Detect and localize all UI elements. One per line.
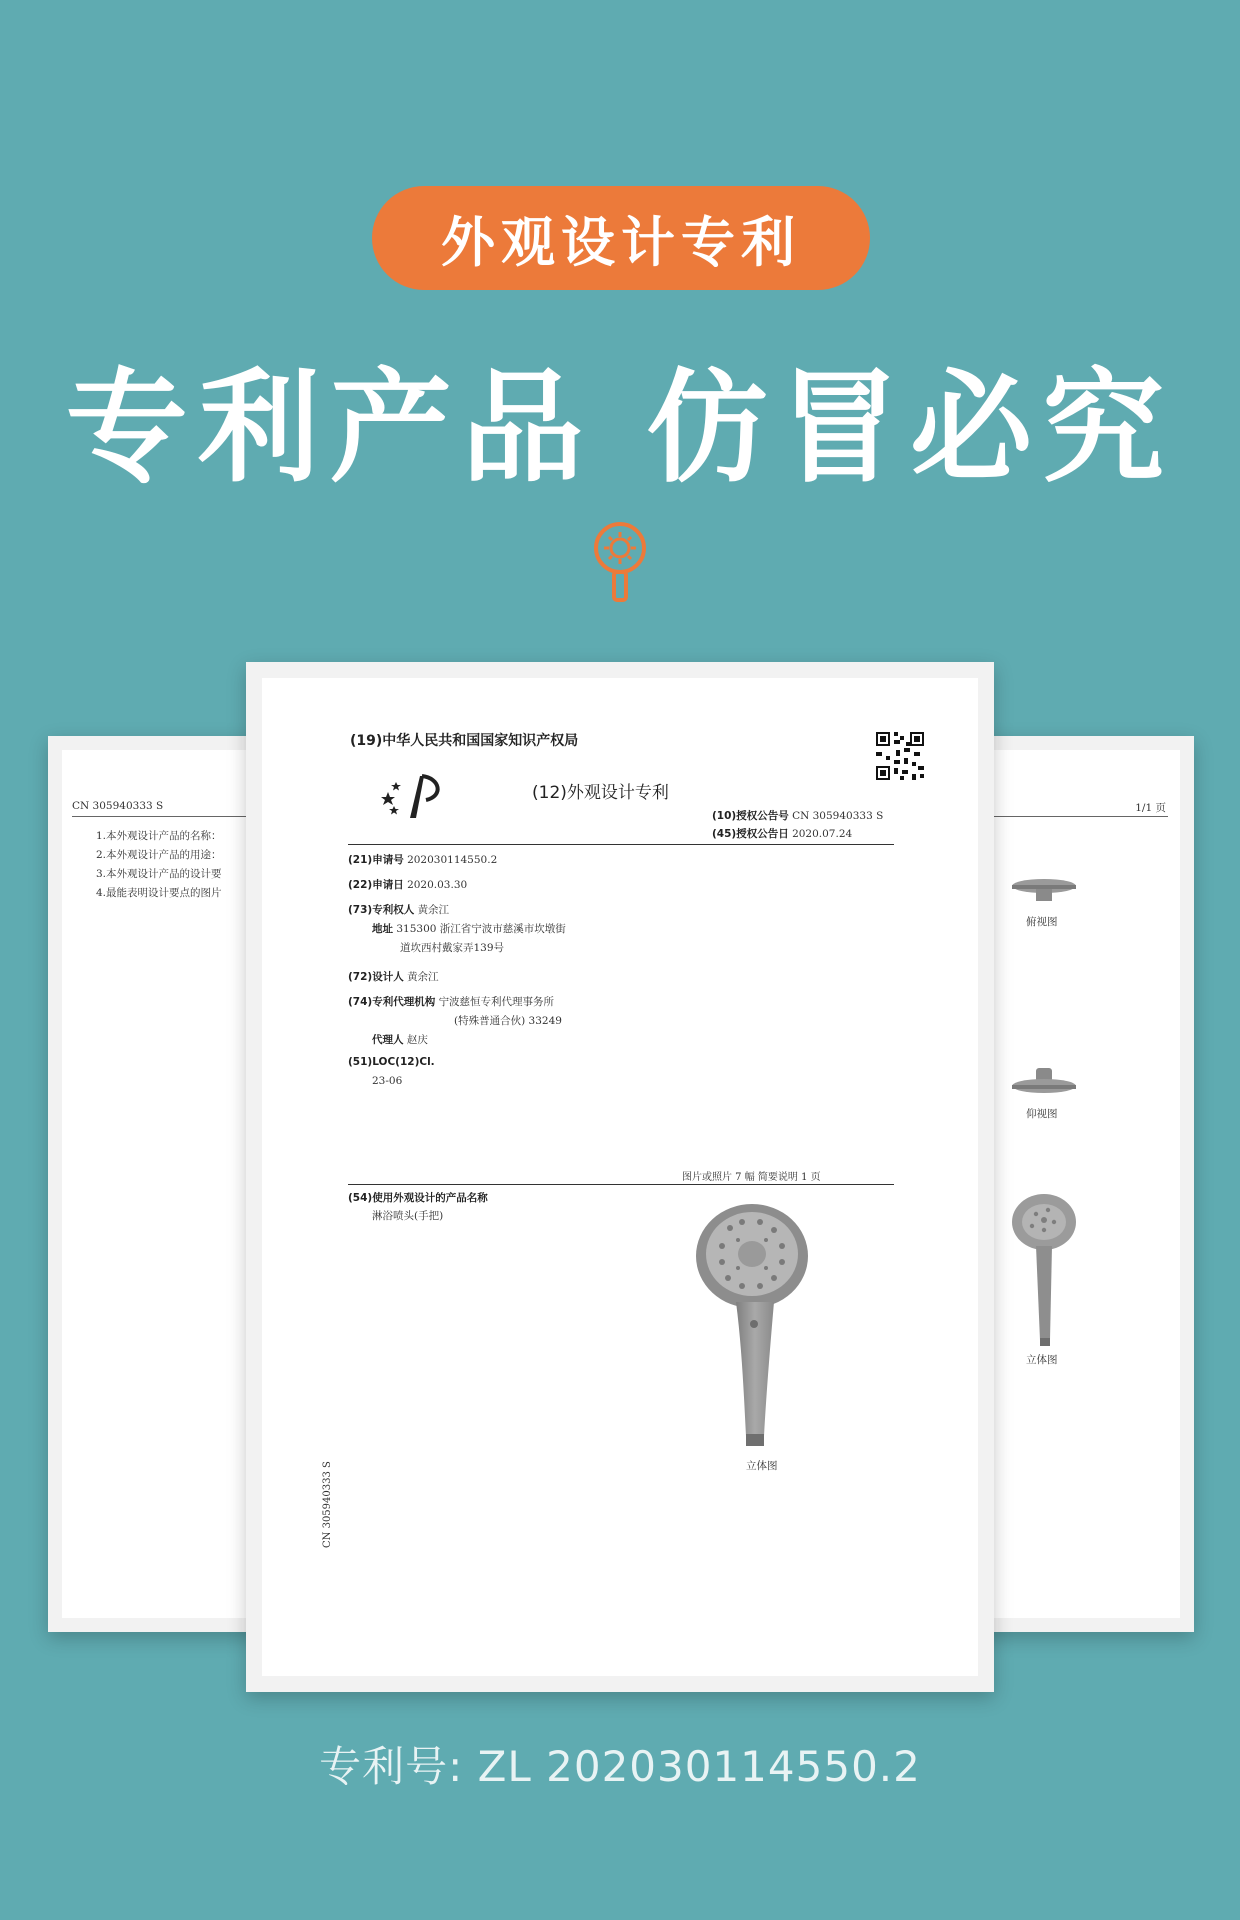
left-page-item: 3.本外观设计产品的设计要 (96, 868, 222, 880)
agent: 赵庆 (406, 1034, 428, 1046)
grant-number-row (712, 808, 883, 823)
agency-line: (特殊普通合伙) 33249 (454, 1015, 562, 1027)
application-date-label: (22)申请日 (348, 879, 404, 891)
designer: 黄余江 (407, 971, 439, 983)
loc-label: (51)LOC(12)Cl. (348, 1056, 435, 1068)
qr-code-icon (874, 730, 926, 782)
grant-number-label: (10)授权公告号 (712, 810, 789, 822)
left-page-header: CN 305940333 S (72, 800, 164, 812)
application-date: 2020.03.30 (407, 879, 468, 891)
section-rule (348, 1184, 894, 1185)
left-page-item: 2.本外观设计产品的用途： (96, 849, 222, 861)
right-patent-page (960, 736, 1194, 1632)
grant-number: CN 305940333 S (792, 810, 884, 822)
grant-date: 2020.07.24 (792, 828, 853, 840)
view-caption: 立体图 (746, 1460, 778, 1472)
header-rule (348, 844, 894, 845)
header-rule (72, 816, 272, 817)
agency-row (348, 994, 554, 1009)
left-page-item: 4.最能表明设计要点的图片 (96, 887, 222, 899)
view-caption: 仰视图 (1026, 1108, 1058, 1120)
patent-number-footer: 专利号: ZL 202030114550.2 (319, 1742, 921, 1791)
agent-row (372, 1032, 428, 1047)
designer-row (348, 969, 439, 984)
owner: 黄余江 (417, 904, 450, 916)
shower-head-drawing (690, 1198, 820, 1458)
category-badge: 外观设计专利 (372, 186, 870, 290)
address-line: 道坎西村戴家弄139号 (400, 942, 505, 954)
product-name: 淋浴喷头(手把) (372, 1210, 444, 1222)
application-number-label: (21)申请号 (348, 854, 404, 866)
view-caption: 立体图 (1026, 1354, 1058, 1366)
loc-value: 23-06 (372, 1075, 403, 1087)
headline: 专利产品 仿冒必究 (65, 357, 1175, 499)
pages-note: 图片或照片 7 幅 简要说明 1 页 (682, 1172, 821, 1183)
agent-label: 代理人 (372, 1034, 404, 1046)
left-patent-page (48, 736, 278, 1632)
top-view-drawing (1008, 876, 1080, 906)
designer-label: (72)设计人 (348, 971, 404, 983)
application-date-row (348, 877, 467, 892)
view-caption: 俯视图 (1026, 916, 1058, 928)
document-type: (12)外观设计专利 (532, 783, 669, 803)
bottom-view-drawing (1008, 1066, 1080, 1100)
owner-label: (73)专利权人 (348, 904, 415, 916)
agency: 宁波慈恒专利代理事务所 (438, 996, 555, 1008)
owner-row (348, 902, 449, 917)
left-page-item: 1.本外观设计产品的名称： (96, 830, 222, 842)
patent-certificate-page (246, 662, 994, 1692)
grant-date-label: (45)授权公告日 (712, 828, 789, 840)
address-label: 地址 (372, 923, 393, 935)
application-number-row (348, 852, 497, 867)
product-name-label: (54)使用外观设计的产品名称 (348, 1192, 488, 1204)
application-number: 202030114550.2 (407, 854, 498, 866)
issuing-office: (19)中华人民共和国国家知识产权局 (350, 733, 579, 749)
address-row (372, 921, 566, 936)
right-page-header: 1/1 页 (1135, 802, 1166, 814)
side-document-code: CN 305940333 S (322, 1461, 333, 1548)
address-line: 315300 浙江省宁波市慈溪市坎墩街 (396, 923, 566, 935)
patent-office-emblem-icon (380, 770, 450, 822)
agency-label: (74)专利代理机构 (348, 996, 436, 1008)
isometric-view-drawing (1008, 1190, 1084, 1350)
grant-date-row (712, 826, 852, 841)
lightbulb-gear-icon (590, 520, 650, 604)
